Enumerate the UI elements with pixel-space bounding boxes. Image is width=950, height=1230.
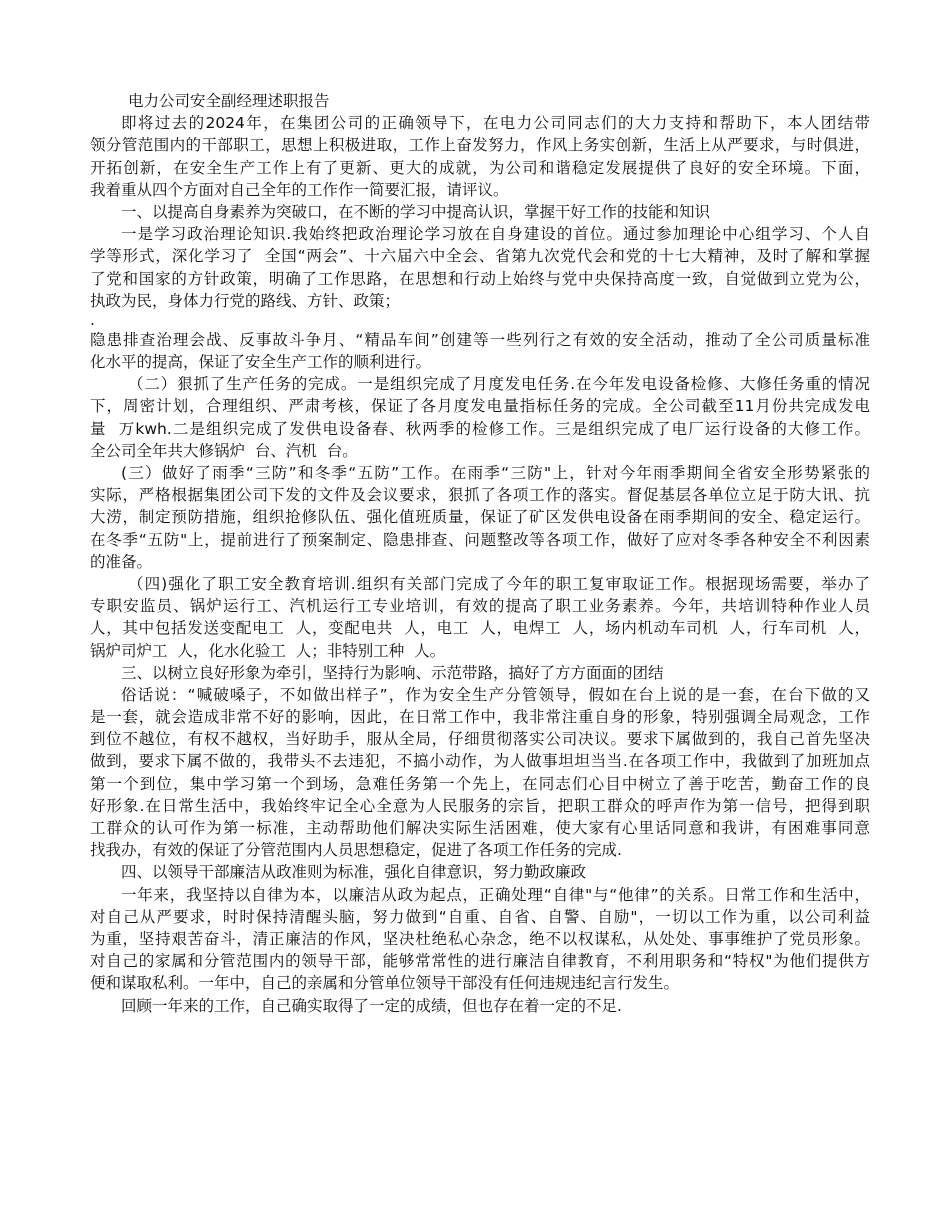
document-body (90, 90, 870, 1017)
section3-line-3: 到位不越位，有权不越权，当好助手，服从全局，仔细贯彻落实公司决议。要求下属做到的，我自己首先坚决 (90, 730, 870, 749)
continuation-line-1: 隐患排查治理会战、反事故斗争月、“精品车间”创建等一些列行之有效的安全活动，推动了全公司质量标准 (90, 330, 870, 349)
item2-line-2: 下，周密计划，合理组织、严肃考核，保证了各月度发电量指标任务的完成。全公司截至11月份共完成发电 (90, 397, 870, 416)
item4-line-1: （四)强化了职工安全教育培训.组织有关部门完成了今年的职工复审取证工作。根据现场需要，举办了 (128, 574, 870, 593)
section4-line-2: 对自己从严要求，时时保持清醒头脑，努力做到“自重、自省、自警、自励"，一切以工作为重，以公司利益 (90, 907, 870, 926)
intro-line-1: 即将过去的2024年，在集团公司的正确领导下，在电力公司同志们的大力支持和帮助下，本人团结带 (121, 114, 870, 133)
section4-line-5: 便和谋取私利。一年中，自己的亲属和分管单位领导干部没有任何违规违纪言行发生。 (90, 974, 680, 993)
item3-line-4: 在冬季“五防"上，提前进行了预案制定、隐患排查、问题整改等各项工作，做好了应对冬季各种安全不利因素 (90, 530, 870, 549)
section3-line-4: 做到，要求下属不做的，我带头不去违犯，不搞小动作，为人做事坦坦当当.在各项工作中，我做到了加班加点 (90, 752, 870, 771)
section1-line-1: 一是学习政治理论知识.我始终把政治理论学习放在自身建设的首位。通过参加理论中心组学习、个人自 (121, 225, 870, 244)
intro-line-4: 我着重从四个方面对自己全年的工作作一简要汇报，请评议。 (90, 180, 509, 199)
section1-line-2: 学等形式，深化学习了 全国“两会”、十六届六中全会、省第九次党代会和党的十七大精神，及时了解和掌握 (90, 247, 870, 266)
closing-line: 回顾一年来的工作，自己确实取得了一定的成绩，但也存在着一定的不足. (121, 996, 622, 1015)
continuation-line-2: 化水平的提高，保证了安全生产工作的顺利进行。 (90, 353, 432, 372)
item2-line-4: 全公司全年共大修锅炉 台、汽机 台。 (90, 441, 358, 460)
section-heading-4: 四、以领导干部廉洁从政准则为标准，强化自律意识，努力勤政廉政 (121, 863, 587, 882)
section1-line-3: 了党和国家的方针政策，明确了工作思路，在思想和行动上始终与党中央保持高度一致，自觉做到立党为公， (90, 269, 870, 288)
item3-line-3: 大涝，制定预防措施，组织抢修队伍、强化值班质量，保证了矿区发供电设备在雨季期间的安全、稳定运行。 (90, 508, 870, 527)
section3-line-8: 找我办，有效的保证了分管范围内人员思想稳定，促进了各项工作任务的完成. (90, 841, 622, 860)
item4-line-3: 人，其中包括发送变配电工 人，变配电共 人，电工 人，电焊工 人，场内机动车司机 人，行车司机 人， (90, 619, 870, 638)
page-break-dot: . (90, 310, 95, 329)
item3-line-2: 实际，严格根据集团公司下发的文件及会议要求，狠抓了各项工作的落实。督促基层各单位立足于防大讯、抗 (90, 486, 870, 505)
item2-line-1: （二）狠抓了生产任务的完成。一是组织完成了月度发电任务.在今年发电设备检修、大修任务重的情况 (128, 375, 870, 394)
item4-line-2: 专职安监员、锅炉运行工、汽机运行工专业培训，有效的提高了职工业务素养。今年，共培训特种作业人员 (90, 597, 870, 616)
section3-line-7: 工群众的认可作为第一标准，主动帮助他们解决实际生活困难，使大家有心里话同意和我讲，有困难事同意 (90, 819, 870, 837)
section4-line-1: 一年来，我坚持以自律为本，以廉洁从政为起点，正确处理“自律"与“他律”的关系。日常工作和生活中， (121, 885, 870, 904)
intro-line-3: 开拓创新，在安全生产工作上有了更新、更大的成就，为公司和谐稳定发展提供了良好的安全环境。下面， (90, 158, 870, 177)
item2-line-3: 量 万kwh.二是组织完成了发供电设备春、秋两季的检修工作。三是组织完成了电厂运行设备的大修工作。 (90, 419, 870, 438)
item3-line-5: 的准备。 (90, 552, 153, 571)
item4-line-4: 锅炉司炉工 人，化水化验工 人；非特别工种 人。 (90, 641, 446, 660)
section3-line-5: 第一个到位，集中学习第一个到场，急难任务第一个先上，在同志们心目中树立了善于吃苦，勤奋工作的良 (90, 774, 870, 793)
section-heading-1: 一、以提高自身素养为突破口，在不断的学习中提高认识，掌握干好工作的技能和知识 (121, 202, 711, 221)
intro-line-2: 领分管范围内的干部职工，思想上积极进取，工作上奋发努力，作风上务实创新，生活上从严要求，与时俱进， (90, 136, 870, 155)
section1-line-4: 执政为民，身体力行党的路线、方针、政策； (90, 291, 401, 310)
section4-line-3: 为重，坚持艰苦奋斗，清正廉洁的作风，坚决杜绝私心杂念，绝不以权谋私，从处处、事事维护了党员形象。 (90, 929, 870, 948)
document-title: 电力公司安全副经理述职报告 (128, 92, 330, 110)
item3-line-1: (三）做好了雨季“三防”和冬季“五防”工作。在雨季“三防"上，针对今年雨季期间全省安全形势紧张的 (121, 464, 870, 482)
section4-line-4: 对自己的家属和分管范围内的领导干部，能够常常性的进行廉洁自律教育，不利用职务和“特权"为他们提供方 (90, 952, 870, 971)
section3-line-2: 是一套，就会造成非常不好的影响，因此，在日常工作中，我非常注重自身的形象，特别强调全局观念，工作 (90, 708, 870, 727)
section-heading-3: 三、以树立良好形象为牵引，坚持行为影响、示范带路，搞好了方方面面的团结 (121, 663, 664, 682)
section3-line-1: 俗话说：“喊破嗓子，不如做出样子”，作为安全生产分管领导，假如在台上说的是一套，在台下做的又 (121, 685, 870, 704)
section3-line-6: 好形象.在日常生活中，我始终牢记全心全意为人民服务的宗旨，把职工群众的呼声作为第一信号，把得到职 (90, 796, 870, 815)
